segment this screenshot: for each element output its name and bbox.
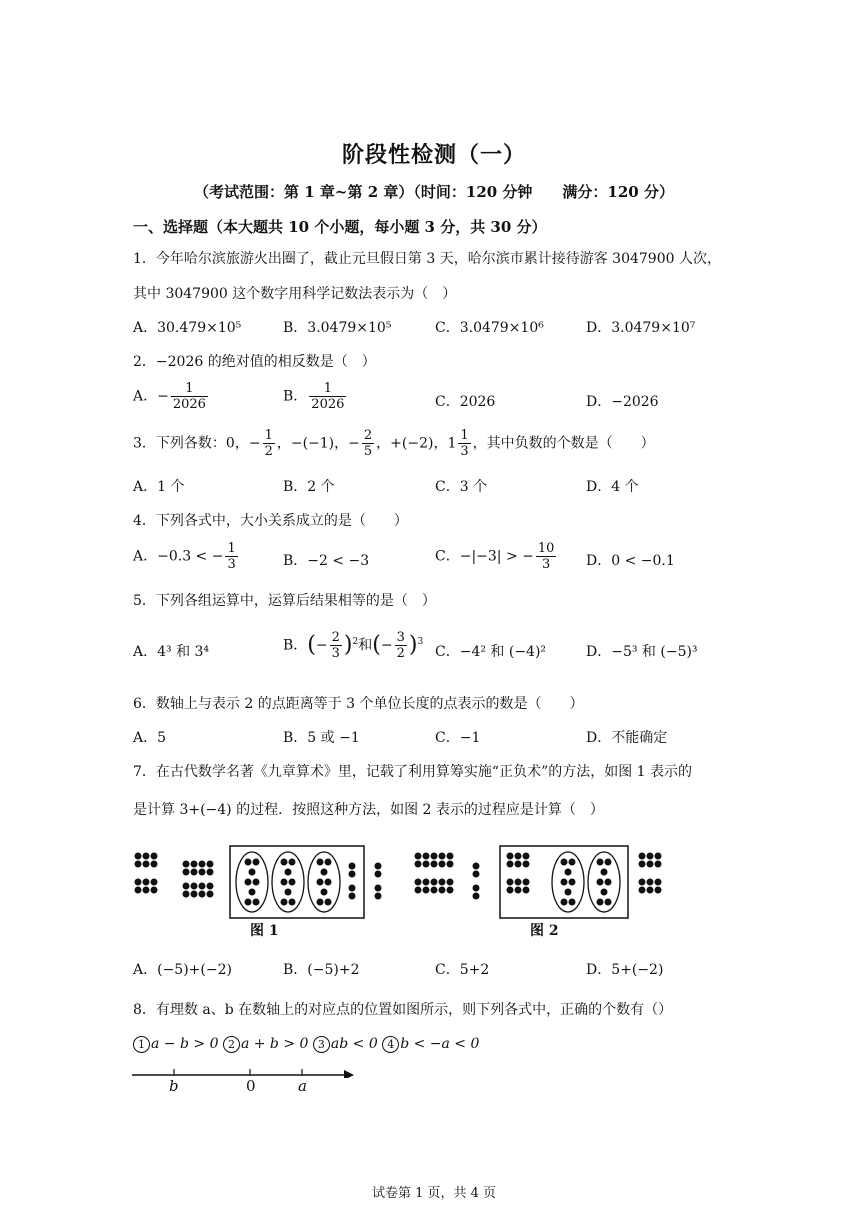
page-footer: 试卷第 1 页，共 4 页 [371, 1186, 497, 1201]
number-line-label-b: b [169, 1077, 179, 1095]
q2-option-a[interactable]: A．− $\frac{1}{2026}$ [133, 381, 206, 412]
q6-option-b[interactable]: B．5 或 −1 [283, 730, 360, 746]
number-line-label-0: 0 [246, 1077, 256, 1095]
q3-option-c[interactable]: C．3 个 [435, 479, 488, 495]
q7-option-b[interactable]: B．(−5)+2 [283, 962, 360, 978]
q5-option-b[interactable]: B．(− $\frac{2}{3}$ )$^2$和(− $\frac{3}{2}$ )$^3$ [283, 630, 424, 661]
q5-option-c[interactable]: C．−4² 和 (−4)² [435, 644, 547, 660]
q1-option-d[interactable]: D．3.0479×10⁷ [586, 320, 696, 336]
q4-stem: 4．下列各式中，大小关系成立的是（ ） [133, 513, 408, 529]
number-line-label-a: a [298, 1077, 307, 1095]
q2-option-b[interactable]: B． $\frac{1}{2026}$ [283, 381, 345, 412]
q7-option-c[interactable]: C．5+2 [435, 962, 490, 978]
q8-stem: 8．有理数 a、b 在数轴上的对应点的位置如图所示，则下列各式中，正确的个数有（） [133, 1002, 673, 1018]
q6-option-a[interactable]: A．5 [133, 730, 167, 746]
q1-option-a[interactable]: A．30.479×10⁵ [133, 320, 242, 336]
q4-option-a[interactable]: A．−0.3 < − $\frac{1}{3}$ [133, 541, 236, 572]
q3-stem: 3．下列各数：0，− $\frac{1}{2}$ ，−(−1)，− $\frac{2}{5}$ ，+(−2)，1 $\frac{1}{3}$ ，其中负数的个数是（ ） [133, 428, 655, 459]
q4-option-b[interactable]: B．−2 < −3 [283, 553, 370, 569]
q8-statements: 1 a − b > 0 2 a + b > 0 3 ab < 0 4 b < −a < 0 [133, 1034, 479, 1054]
q3-option-b[interactable]: B．2 个 [283, 479, 335, 495]
q5-stem: 5．下列各组运算中，运算后结果相等的是（ ） [133, 593, 436, 609]
q4-option-c[interactable]: C．−|−3| > − $\frac{10}{3}$ [435, 541, 555, 572]
figure-2-label: 图 2 [530, 923, 559, 939]
figure-1-label: 图 1 [250, 923, 279, 939]
q1-stem-line1: 1．今年哈尔滨旅游火出圈了，截止元旦假日第 3 天，哈尔滨市累计接待游客 3047900 人次， [133, 251, 721, 267]
section-heading: 一、选择题（本大题共 10 个小题，每小题 3 分，共 30 分） [133, 218, 547, 236]
q5-option-a[interactable]: A．4³ 和 3⁴ [133, 644, 210, 660]
q6-stem: 6．数轴上与表示 2 的点距离等于 3 个单位长度的点表示的数是（ ） [133, 696, 584, 712]
q3-option-d[interactable]: D．4 个 [586, 479, 639, 495]
figure-1 [135, 846, 381, 918]
page-title: 阶段性检测（一） [341, 142, 526, 168]
q6-option-d[interactable]: D．不能确定 [586, 730, 668, 746]
number-line [128, 1064, 358, 1078]
q4-option-d[interactable]: D．0 < −0.1 [586, 553, 675, 569]
q1-option-c[interactable]: C．3.0479×10⁶ [435, 320, 544, 336]
figure-2 [415, 846, 661, 918]
q7-stem-line1: 7．在古代数学名著《九章算术》里，记载了利用算筹实施“正负术”的方法，如图 1 表示的 [133, 764, 693, 780]
q2-option-c[interactable]: C．2026 [435, 394, 496, 410]
q7-option-d[interactable]: D．5+(−2) [586, 962, 664, 978]
q3-option-a[interactable]: A．1 个 [133, 479, 185, 495]
q1-stem-line2: 其中 3047900 这个数字用科学记数法表示为（ ） [133, 286, 457, 302]
q2-stem: 2．−2026 的绝对值的相反数是（ ） [133, 354, 376, 370]
q7-stem-line2: 是计算 3+(−4) 的过程．按照这种方法，如图 2 表示的过程应是计算（ ） [133, 802, 604, 818]
q6-option-c[interactable]: C．−1 [435, 730, 481, 746]
counting-rods-figure [130, 838, 690, 940]
exam-info: （考试范围：第 1 章~第 2 章）（时间：120 分钟 满分：120 分） [194, 183, 674, 201]
q5-option-d[interactable]: D．−5³ 和 (−5)³ [586, 644, 698, 660]
q7-option-a[interactable]: A．(−5)+(−2) [133, 962, 232, 978]
q2-option-d[interactable]: D．−2026 [586, 394, 659, 410]
q1-option-b[interactable]: B．3.0479×10⁵ [283, 320, 392, 336]
